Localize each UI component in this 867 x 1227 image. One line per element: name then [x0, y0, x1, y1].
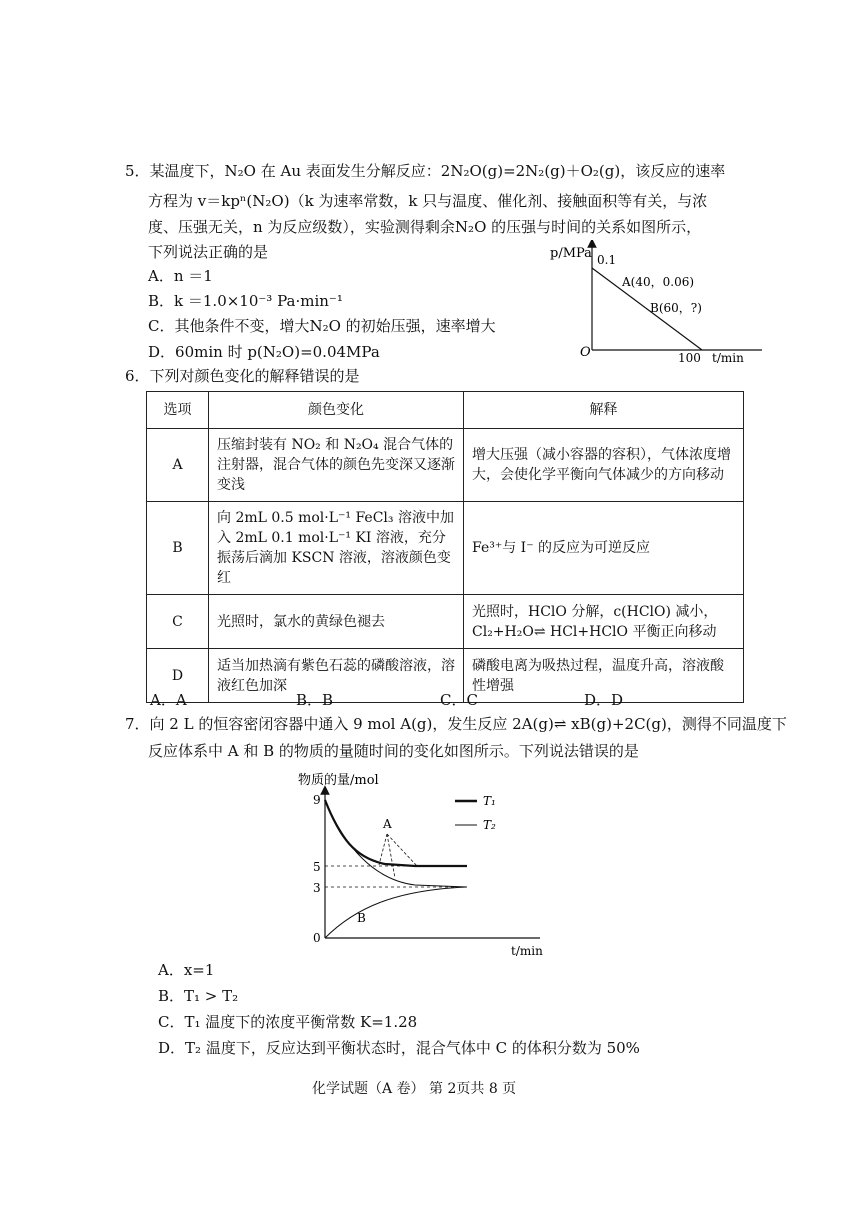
q7-curve-a-t2	[325, 800, 467, 887]
q5-ylabel: p/MPa	[550, 246, 592, 261]
q5-xlabel: t/min	[712, 351, 744, 365]
q5-option-b: B．k ＝1.0×10⁻³ Pa·min⁻¹	[148, 292, 343, 310]
q5-line-4: 下列说法正确的是	[148, 243, 269, 261]
q5-option-a: A．n ＝1	[148, 267, 213, 285]
q6-row-d-option: D	[147, 649, 209, 703]
q6-row-c-change: 光照时，氯水的黄绿色褪去	[209, 595, 464, 649]
q6-row-b-option: B	[147, 502, 209, 595]
q7-curve-a-t1	[325, 800, 467, 866]
q7-pointer-a2	[387, 834, 395, 878]
q7-line-2: 反应体系中 A 和 B 的物质的量随时间的变化如图所示。下列说法错误的是	[148, 742, 639, 760]
q7-option-d: D．T₂ 温度下，反应达到平衡状态时，混合气体中 C 的体积分数为 50%	[158, 1039, 640, 1057]
q7-option-b: B．T₁ > T₂	[158, 987, 239, 1005]
q7-pointer-a3	[387, 834, 417, 866]
q7-option-c: C．T₁ 温度下的浓度平衡常数 K=1.28	[158, 1013, 418, 1031]
table-row	[147, 502, 744, 595]
q7-xlabel: t/min	[511, 944, 543, 958]
q6-header-change: 颜色变化	[209, 392, 464, 429]
q6-answer-d: D．D	[584, 691, 624, 709]
page-footer: 化学试题（A 卷） 第 2页共 8 页	[312, 1081, 517, 1097]
q7-label-a: A	[383, 817, 392, 831]
q6-answer-a: A．A	[150, 691, 187, 709]
q6-row-a-change: 压缩封装有 NO₂ 和 N₂O₄ 混合气体的注射器，混合气体的颜色先变深又逐渐变浅	[209, 429, 464, 502]
q7-y5: 5	[313, 860, 321, 874]
q7-ylabel: 物质的量/mol	[298, 773, 379, 788]
q5-origin: O	[580, 345, 591, 360]
q5-option-c: C．其他条件不变，增大N₂O 的初始压强，速率增大	[148, 317, 496, 335]
q7-label-b: B	[357, 911, 366, 925]
q5-line-2: 方程为 v＝kpⁿ(N₂O)（k 为速率常数，k 只与温度、催化剂、接触面积等有关，与浓	[148, 192, 708, 210]
q6-header-option: 选项	[147, 392, 209, 429]
q6-row-b-change: 向 2mL 0.5 mol·L⁻¹ FeCl₃ 溶液中加入 2mL 0.1 mol·L⁻¹ KI 溶液，充分振荡后滴加 KSCN 溶液，溶液颜色变红	[209, 502, 464, 595]
q7-y0: 0	[313, 931, 321, 945]
q7-legend-t2: T₂	[483, 818, 496, 832]
q6-answer-c: C．C	[440, 691, 478, 709]
q6-table-header	[147, 392, 744, 429]
q5-y0-label: 0.1	[597, 253, 617, 267]
q7-y3: 3	[313, 881, 321, 895]
q7-y9: 9	[313, 793, 321, 807]
q5-line-1: 5．某温度下，N₂O 在 Au 表面发生分解反应：2N₂O(g)=2N₂(g)＋O₂(g)，该反应的速率	[125, 162, 726, 180]
q6-row-b-explain: Fe³⁺与 I⁻ 的反应为可逆反应	[464, 502, 744, 595]
table-row	[147, 429, 744, 502]
q5-point-b: B(60，?)	[650, 301, 702, 315]
q6-header-explain: 解释	[464, 392, 744, 429]
q6-stem: 6．下列对颜色变化的解释错误的是	[125, 367, 360, 385]
q6-row-a-option: A	[147, 429, 209, 502]
q6-row-d-explain: 磷酸电离为吸热过程，温度升高，溶液酸性增强	[464, 649, 744, 703]
q6-row-c-option: C	[147, 595, 209, 649]
q7-pointer-a1	[379, 834, 387, 865]
q5-option-d: D．60min 时 p(N₂O)=0.04MPa	[148, 343, 380, 361]
q5-line-3: 度、压强无关，n 为反应级数），实验测得剩余N₂O 的压强与时间的关系如图所示，	[148, 218, 702, 236]
q7-amount-graph	[295, 768, 555, 960]
q6-row-d-change: 适当加热滴有紫色石蕊的磷酸溶液，溶液红色加深	[209, 649, 464, 703]
q6-row-a-explain: 增大压强（减小容器的容积），气体浓度增大，会使化学平衡向气体减少的方向移动	[464, 429, 744, 502]
table-row	[147, 595, 744, 649]
q7-curve-b	[325, 887, 467, 938]
q6-table	[146, 391, 744, 703]
q6-row-c-explain: 光照时，HClO 分解，c(HClO) 减小，Cl₂+H₂O⇌ HCl+HClO 平衡正向移动	[464, 595, 744, 649]
q5-x-end: 100	[678, 351, 701, 365]
q5-point-a: A(40，0.06)	[622, 275, 695, 289]
q5-pressure-graph	[540, 240, 770, 365]
q6-answer-b: B．B	[296, 691, 334, 709]
q7-legend-t1: T₁	[483, 794, 496, 808]
q7-option-a: A．x=1	[158, 961, 215, 979]
q7-line-1: 7．向 2 L 的恒容密闭容器中通入 9 mol A(g)，发生反应 2A(g)⇌ xB(g)+2C(g)，测得不同温度下	[125, 715, 787, 733]
